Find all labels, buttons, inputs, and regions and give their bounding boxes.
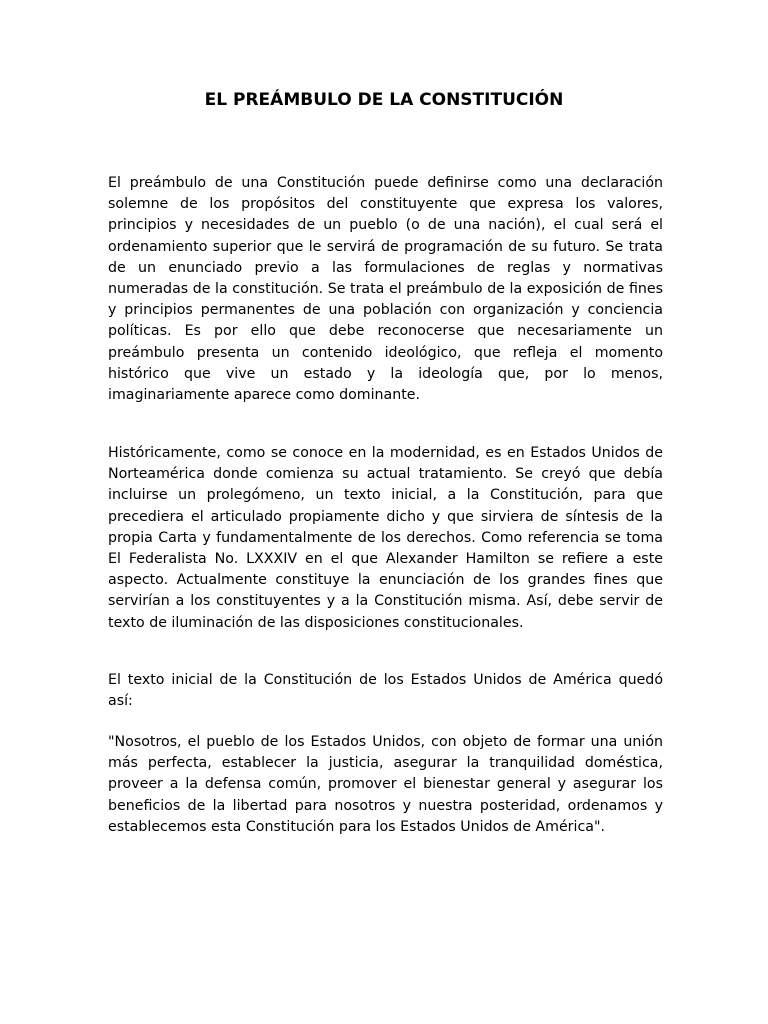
paragraph-definition: El preámbulo de una Constitución puede definirse como una declaración solemne de los propósitos del constituyente que expresa los valores, principios y necesidades de un pueblo (o de una nación), el cual será el ordenamiento superior que le servirá de programación de su futuro. Se trata de un enunciado previo a las formulaciones de reglas y normativas numeradas de la constitución. Se trata el preámbulo de la exposición de fines y principios permanentes de una población con organización y conciencia políticas. Es por ello que debe reconocerse que necesariamente un preámbulo presenta un contenido ideológico, que refleja el momento histórico que vive un estado y la ideología que, por lo menos, imaginariamente aparece como dominante. (108, 175, 663, 404)
paragraph-preamble-quote: "Nosotros, el pueblo de los Estados Unidos, con objeto de formar una unión más perfecta, establecer la justicia, asegurar la tranquilidad doméstica, proveer a la defensa común, promover el bienestar general y asegurar los beneficios de la libertad para nosotros y nuestra posteridad, ordenamos y establecemos esta Constitución para los Estados Unidos de América". (108, 734, 663, 835)
paragraph-history: Históricamente, como se conoce en la modernidad, es en Estados Unidos de Norteamérica donde comienza su actual tratamiento. Se creyó que debía incluirse un prolegómeno, un texto inicial, a la Constitución, para que precediera el articulado propiamente dicho y que sirviera de síntesis de la propia Carta y fundamentalmente de los derechos. Como referencia se toma El Federalista No. LXXXIV en el que Alexander Hamilton se refiere a este aspecto. Actualmente constituye la enunciación de los grandes fines que servirían a los constituyentes y a la Constitución misma. Así, debe servir de texto de iluminación de las disposiciones constitucionales. (108, 445, 663, 631)
paragraph-intro-quote: El texto inicial de la Constitución de los Estados Unidos de América quedó así: (108, 672, 663, 710)
document-title: EL PREÁMBULO DE LA CONSTITUCIÓN (204, 90, 564, 110)
